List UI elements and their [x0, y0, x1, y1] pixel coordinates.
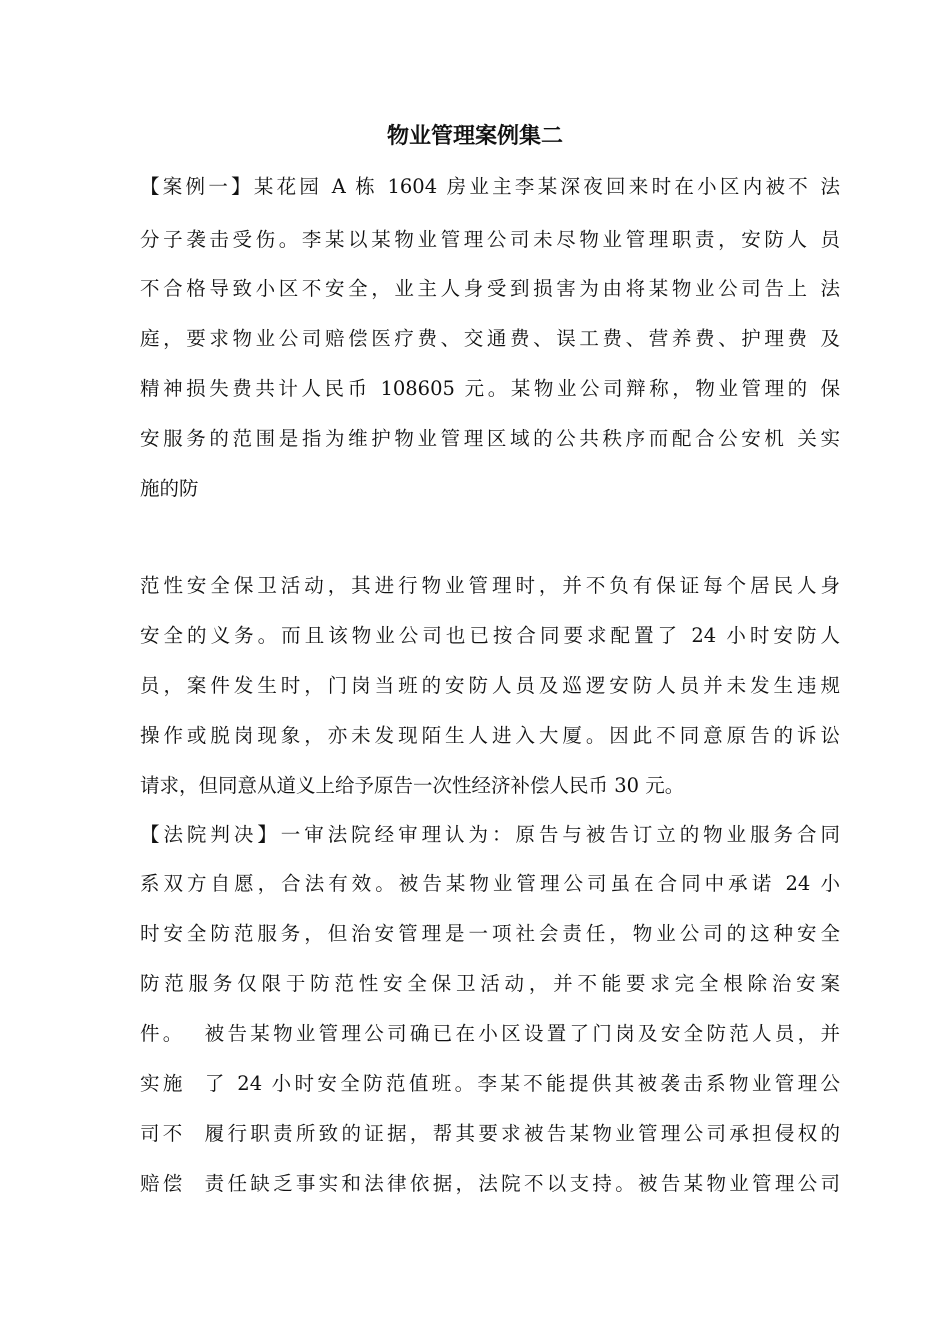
- paragraph-line: 操作或脱岗现象，亦未发现陌生人进入大厦。因此不同意原告的诉讼: [140, 724, 840, 747]
- paragraph-line: 防范服务仅限于防范性安全保卫活动，并不能要求完全根除治安案: [140, 972, 840, 995]
- paragraph-line: 【案例一】某花园 A 栋 1604 房业主李某深夜回来时在小区内被不 法: [140, 175, 840, 198]
- paragraph-line: 【法院判决】一审法院经审理认为：原告与被告订立的物业服务合同: [140, 823, 840, 846]
- paragraph-line: 系双方自愿，合法有效。被告某物业管理公司虽在合同中承诺 24 小: [140, 872, 840, 895]
- paragraph-line: 范性安全保卫活动，其进行物业管理时，并不负有保证每个居民人身: [140, 574, 840, 597]
- paragraph-line: 件。 被告某物业管理公司确已在小区设置了门岗及安全防范人员，并: [140, 1022, 840, 1045]
- paragraph-line: 实施 了 24 小时安全防范值班。李某不能提供其被袭击系物业管理公: [140, 1072, 840, 1095]
- paragraph-line: 不合格导致小区不安全，业主人身受到损害为由将某物业公司告上 法: [140, 277, 840, 300]
- paragraph-line: 精神损失费共计人民币 108605 元。某物业公司辩称，物业管理的 保: [140, 377, 840, 400]
- document-title: 物业管理案例集二: [386, 124, 563, 149]
- paragraph-line: 分子袭击受伤。李某以某物业管理公司未尽物业管理职责，安防人 员: [140, 228, 840, 251]
- paragraph-line: 时安全防范服务，但治安管理是一项社会责任，物业公司的这种安全: [140, 922, 840, 945]
- paragraph-line: 安服务的范围是指为维护物业管理区域的公共秩序而配合公安机 关实: [140, 427, 840, 450]
- paragraph-line: 员，案件发生时，门岗当班的安防人员及巡逻安防人员并未发生违规: [140, 674, 840, 697]
- paragraph-line: 赔偿 责任缺乏事实和法律依据，法院不以支持。被告某物业管理公司: [140, 1172, 840, 1195]
- paragraph-line: 请求，但同意从道义上给予原告一次性经济补偿人民币 30 元。: [140, 774, 685, 797]
- paragraph-line: 施的防: [140, 477, 199, 500]
- paragraph-line: 庭，要求物业公司赔偿医疗费、交通费、误工费、营养费、护理费 及: [140, 327, 840, 350]
- paragraph-line: 司不 履行职责所致的证据，帮其要求被告某物业管理公司承担侵权的: [140, 1122, 840, 1145]
- paragraph-line: 安全的义务。而且该物业公司也已按合同要求配置了 24 小时安防人: [140, 624, 840, 647]
